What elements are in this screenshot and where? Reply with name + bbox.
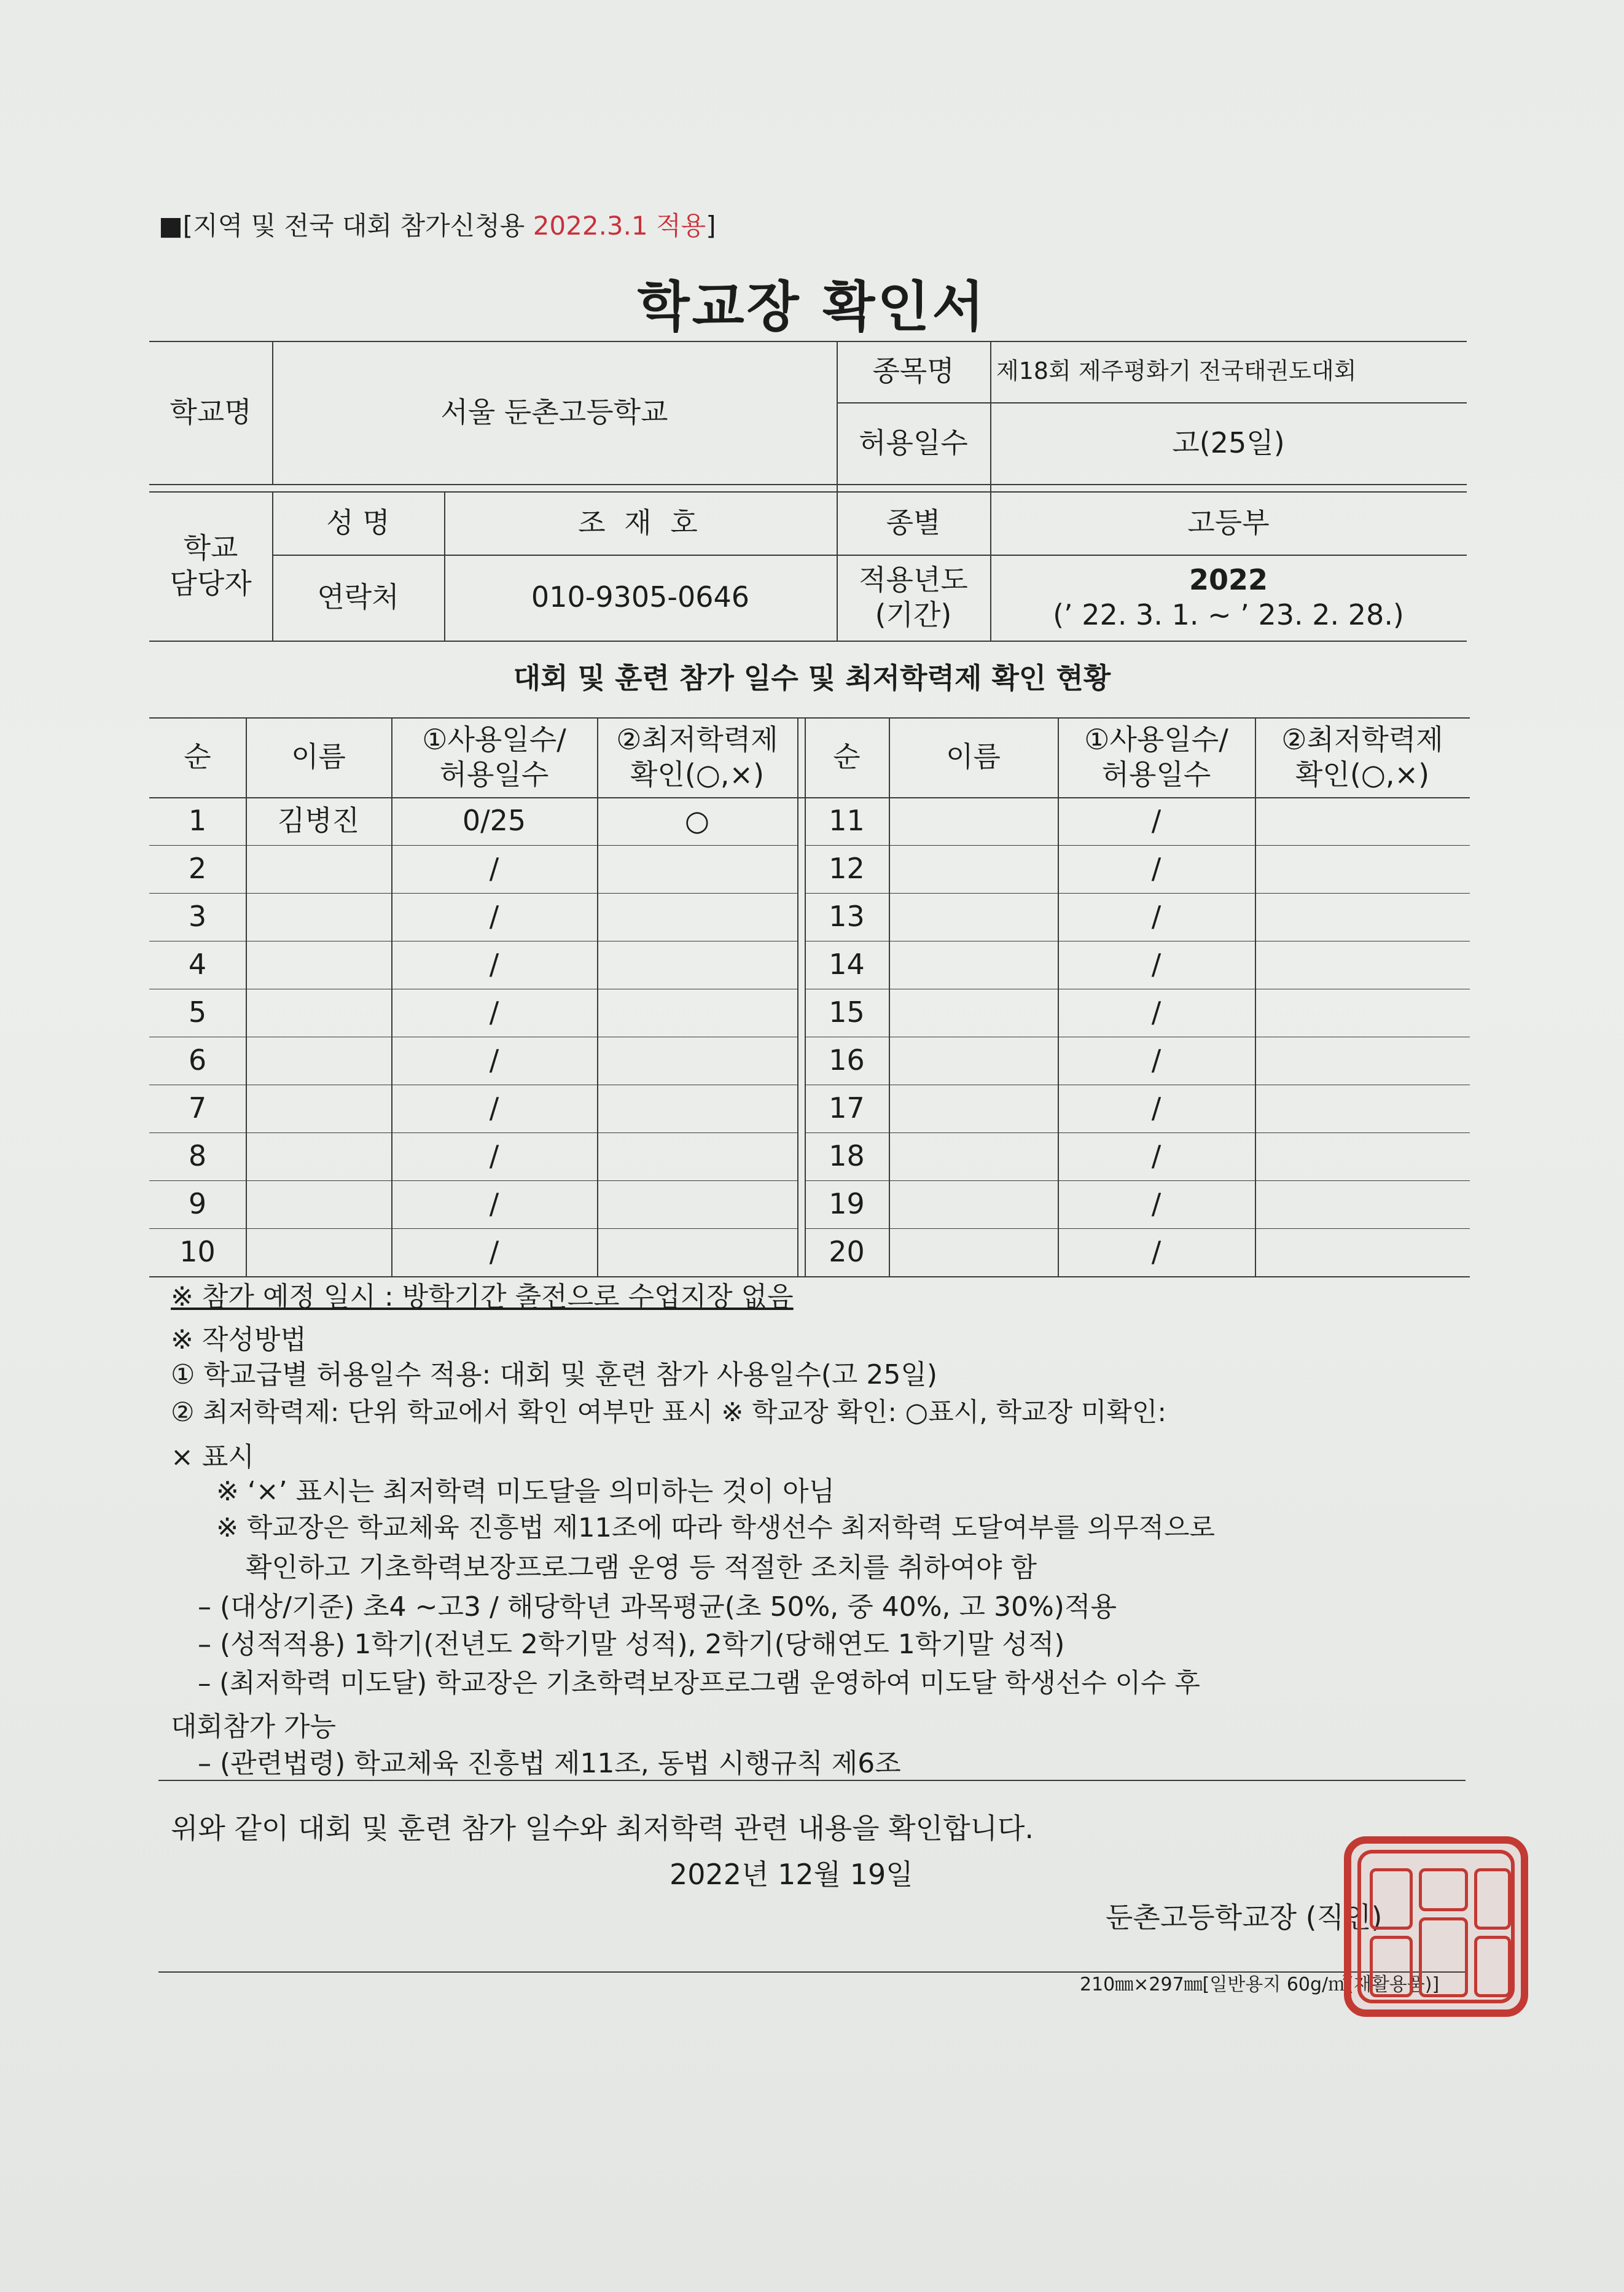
header-note-date: 2022.3.1 적용 [533,211,706,241]
name-value: 조 재 호 [578,505,703,539]
rows_right-row-name [889,1228,1058,1276]
rows_right-row-name [889,1180,1058,1228]
rows_left-row-check: ○ [684,804,710,838]
rows_right-row-no: 12 [829,852,865,886]
rows_right-row-no: 17 [829,1091,865,1125]
header-check: ②최저학력제 확인(○,×) [616,722,778,791]
rows_right-row-name [889,1132,1058,1180]
rows_left-row-days: / [489,1235,499,1269]
rows_left-row-no: 3 [188,900,207,934]
header-note [158,206,716,243]
rows_left-row-check [597,989,797,1037]
rows_right-row-days: / [1151,1091,1161,1125]
rows_left-row-days: / [489,996,499,1029]
category-value: 고등부 [1187,505,1270,539]
rows_right-row-check [1255,1132,1470,1180]
rows_right-row-days: / [1151,996,1161,1029]
rows_left-row-name [246,1132,391,1180]
rows_left-row-days: 0/25 [462,804,526,838]
rows_left-row-name [246,1037,391,1085]
rows_right-row-name [889,1085,1058,1132]
rows_right-row-check [1255,1228,1470,1276]
note-line4b: 확인하고 기초학력보장프로그램 운영 등 적절한 조치를 취하여야 함 [246,1552,1037,1583]
rows_right-row-days: / [1151,1187,1161,1221]
note-line2b: × 표시 [171,1441,254,1473]
rows_right-row-check [1255,893,1470,941]
rows_right-row-days: / [1151,948,1161,981]
rows_right-row-name [889,797,1058,845]
rows_right-row-check [1255,1037,1470,1085]
rows_left-row-days: / [489,948,499,981]
phone-label: 연락처 [317,580,399,614]
year-label: 적용년도 (기간) [859,563,968,631]
header-days: ①사용일수/ 허용일수 [422,722,566,791]
rows_left-row-check [597,1132,797,1180]
note-line1: ① 학교급별 허용일수 적용: 대회 및 훈련 참가 사용일수(고 25일) [171,1359,938,1390]
year-value-cell [990,555,1467,641]
rows_right-row-days: / [1151,852,1161,886]
rows_right-row-check [1255,845,1470,893]
rows_right-row-name [889,893,1058,941]
header-check-right: ②최저학력제 확인(○,×) [1281,722,1443,791]
rows_right-row-no: 20 [829,1235,865,1269]
official-seal [1344,1836,1528,2017]
phone-value: 010-9305-0646 [531,580,750,614]
note-line7: – (최저학력 미도달) 학교장은 기초학력보장프로그램 운영하여 미도달 학생선수 이수 후 [198,1668,1200,1699]
rows_right-row-days: / [1151,804,1161,838]
document-title: 학교장 확인서 [637,275,987,338]
confirm-statement: 위와 같이 대회 및 훈련 참가 일수와 최저학력 관련 내용을 확인합니다. [171,1812,1034,1845]
rows_left-row-name [246,1180,391,1228]
rows_right-row-days: / [1151,900,1161,934]
rows_right-row-no: 11 [829,804,865,838]
header-note-prefix: ■[지역 및 전국 대회 참가신청용 [158,211,533,241]
header-name-right: 이름 [946,740,1001,774]
rows_left-row-days: / [489,852,499,886]
rows_left-row-name: 김병진 [277,804,360,838]
rows_left-row-check [597,893,797,941]
contact-group-label: 학교 담당자 [170,531,252,600]
rows_left-row-check [597,1228,797,1276]
rows_left-row-check [597,1180,797,1228]
rows_left-row-no: 4 [188,948,207,981]
rows_left-row-no: 7 [188,1091,207,1125]
note-line7b: 대회참가 가능 [171,1711,337,1742]
header-no-right: 순 [833,740,861,774]
category-label: 종별 [886,505,941,539]
rows_left-row-no: 2 [188,852,207,886]
rows_right-row-days: / [1151,1139,1161,1173]
rows_left-row-check [597,1085,797,1132]
days-value: 고(25일) [1172,426,1285,459]
rows_right-row-no: 18 [829,1139,865,1173]
status-title: 대회 및 훈련 참가 일수 및 최저학력제 확인 현황 [513,661,1111,695]
rows_right-row-name [889,1037,1058,1085]
note-line4: ※ 학교장은 학교체육 진흥법 제11조에 따라 학생선수 최저학력 도달여부를 의무적으로 [216,1513,1216,1543]
rows_left-row-no: 5 [188,996,207,1029]
rows_right-row-check [1255,941,1470,989]
year-value: 2022 [1189,563,1268,596]
rows_right-row-name [889,989,1058,1037]
rows_left-row-name [246,893,391,941]
header-name: 이름 [291,740,346,774]
confirm-date: 2022년 12월 19일 [670,1858,913,1891]
note-line5: – (대상/기준) 초4 ~고3 / 해당학년 과목평균(초 50%, 중 40%, 고 30%)적용 [198,1591,1117,1623]
rows_left-row-no: 9 [188,1187,207,1221]
period-value: (’ 22. 3. 1. ~ ’ 23. 2. 28.) [1053,598,1404,631]
rows_left-row-days: / [489,1187,499,1221]
header-no: 순 [184,740,211,774]
name-label: 성 명 [326,505,390,539]
rows_left-row-days: / [489,900,499,934]
rows_left-row-check [597,941,797,989]
school-label: 학교명 [170,395,252,429]
school-value: 서울 둔촌고등학교 [440,395,668,429]
confirm-signer: 둔촌고등학교장 (직인) [1106,1901,1383,1934]
rows_left-row-no: 10 [179,1235,216,1269]
note-schedule: ※ 참가 예정 일시 : 방학기간 출전으로 수업지장 없음 [171,1281,794,1312]
note-line8: – (관련법령) 학교체육 진흥법 제11조, 동법 시행규칙 제6조 [198,1748,901,1779]
rows_right-row-check [1255,1085,1470,1132]
rows_left-row-days: / [489,1139,499,1173]
days-label: 허용일수 [859,426,968,459]
header-note-suffix: ] [706,211,716,241]
rows_right-row-no: 14 [829,948,865,981]
rows_left-row-name [246,845,391,893]
rows_right-row-check [1255,797,1470,845]
rows_left-row-days: / [489,1043,499,1077]
event-label: 종목명 [872,354,954,388]
rows_right-row-days: / [1151,1235,1161,1269]
note-line3: ※ ‘×’ 표시는 최저학력 미도달을 의미하는 것이 아님 [216,1476,835,1507]
rows_right-row-no: 13 [829,900,865,934]
rows_left-row-check [597,845,797,893]
note-line2: ② 최저학력제: 단위 학교에서 확인 여부만 표시 ※ 학교장 확인: ○표시, 학교장 미확인: [171,1397,1166,1428]
rows_right-row-days: / [1151,1043,1161,1077]
rows_right-row-no: 19 [829,1187,865,1221]
header-days-right: ①사용일수/ 허용일수 [1084,722,1228,791]
rows_left-row-name [246,989,391,1037]
rows_left-row-days: / [489,1091,499,1125]
event-value: 제18회 제주평화기 전국태권도대회 [996,357,1357,385]
rows_left-row-no: 1 [188,804,207,838]
rows_left-row-name [246,1085,391,1132]
rows_left-row-no: 6 [188,1043,207,1077]
rows_left-row-name [246,1228,391,1276]
rows_right-row-name [889,845,1058,893]
note-method-title: ※ 작성방법 [171,1324,306,1355]
rows_right-row-no: 15 [829,996,865,1029]
paper-spec: 210㎜×297㎜[일반용지 60g/㎡(재활용품)] [1080,1974,1440,1995]
rows_right-row-no: 16 [829,1043,865,1077]
rows_right-row-name [889,941,1058,989]
rows_left-row-name [246,941,391,989]
rows_left-row-check [597,1037,797,1085]
rows_right-row-check [1255,989,1470,1037]
rows_left-row-no: 8 [188,1139,207,1173]
rows_right-row-check [1255,1180,1470,1228]
note-line6: – (성적적용) 1학기(전년도 2학기말 성적), 2학기(당해연도 1학기말 성적) [198,1629,1065,1660]
